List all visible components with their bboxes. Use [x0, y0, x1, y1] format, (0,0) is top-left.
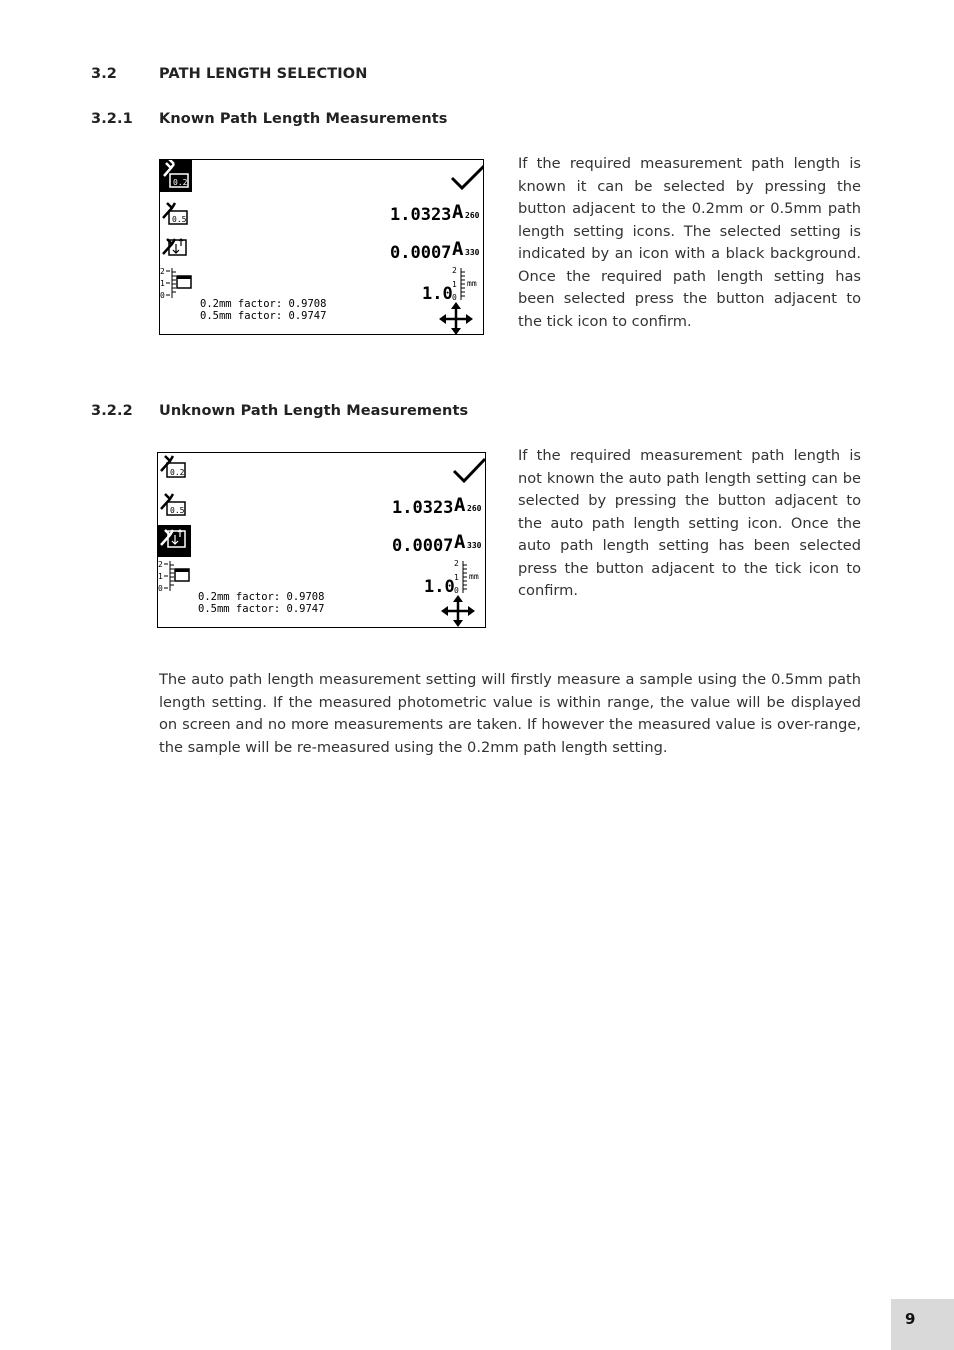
auto-path-icon	[163, 239, 186, 255]
reading-a330: 0.0007	[392, 536, 454, 556]
svg-text:0.2: 0.2	[170, 468, 185, 477]
svg-text:A: A	[454, 531, 466, 553]
svg-text:1: 1	[452, 280, 457, 289]
factor-0.2mm: 0.2mm factor: 0.9708	[200, 298, 327, 310]
page-number: 9	[891, 1299, 954, 1350]
auto-path-explanation: The auto path length measurement setting will firstly measure a sample using the 0.5mm path length setting. If the measured photometric value is within range, the value will be displayed on screen and no more measurements are taken. If however the measured value is over-range, the sample will be re-measured using the 0.2mm path length setting.	[159, 671, 861, 756]
svg-text:A: A	[452, 238, 464, 260]
svg-text:2: 2	[158, 560, 163, 569]
auto-path-icon-selected	[158, 525, 191, 557]
svg-text:2: 2	[452, 266, 457, 275]
factor-0.5mm: 0.5mm factor: 0.9747	[198, 603, 325, 615]
move-arrows-icon	[439, 302, 473, 334]
section-number: 3.2	[91, 66, 117, 82]
svg-text:330: 330	[467, 541, 482, 550]
svg-text:1: 1	[158, 572, 163, 581]
factor-0.5mm: 0.5mm factor: 0.9747	[200, 310, 327, 322]
scale-calendar-icon	[160, 267, 191, 300]
subsection-1-title: Known Path Length Measurements	[159, 111, 448, 127]
svg-text:A: A	[454, 494, 466, 516]
reading-a330: 0.0007	[390, 243, 452, 263]
svg-text:0.5: 0.5	[170, 506, 185, 515]
unknown-path-description: If the required measurement path length is not known the auto path length setting can be selected by pressing the button adjacent to the auto path length setting icon. Once the auto path length setting has been selected press the button adjacent to the tick icon to confirm.	[518, 447, 861, 599]
tick-icon	[454, 459, 485, 481]
reading-pathlength: 1.0	[424, 577, 455, 597]
svg-text:mm: mm	[467, 279, 477, 288]
svg-text:1: 1	[160, 279, 165, 288]
tick-icon	[452, 166, 483, 188]
svg-text:1: 1	[454, 573, 459, 582]
factor-0.2mm: 0.2mm factor: 0.9708	[198, 591, 325, 603]
svg-text:2: 2	[454, 559, 459, 568]
svg-text:0: 0	[452, 293, 457, 302]
svg-text:mm: mm	[469, 572, 479, 581]
icon1-label: 0.2	[173, 178, 188, 187]
svg-text:260: 260	[467, 504, 482, 513]
svg-text:0: 0	[158, 584, 163, 593]
path-0.2mm-icon	[161, 456, 185, 477]
path-0.5mm-icon	[161, 494, 185, 515]
svg-text:A: A	[452, 201, 464, 223]
svg-text:2: 2	[160, 267, 165, 276]
subsection-2-title: Unknown Path Length Measurements	[159, 403, 469, 419]
known-path-description: If the required measurement path length is known it can be selected by pressing the button adjacent to the 0.2mm or 0.5mm path length setting icons. The selected setting is indicated by an icon with a black background. Once the required path length setting has been selected press the button adjacent to the tick icon to confirm.	[518, 155, 861, 330]
mm-scale-icon	[454, 559, 479, 595]
svg-text:330: 330	[465, 248, 480, 257]
svg-text:0: 0	[160, 291, 165, 300]
section-title: PATH LENGTH SELECTION	[159, 66, 368, 82]
reading-pathlength: 1.0	[422, 284, 453, 304]
instrument-screen-known	[159, 159, 484, 335]
mm-scale-icon	[452, 266, 477, 302]
move-arrows-icon	[441, 595, 475, 627]
path-0.5mm-icon	[163, 203, 187, 224]
instrument-screen-unknown	[157, 452, 486, 628]
reading-a260: 1.0323	[392, 498, 454, 518]
svg-text:260: 260	[465, 211, 480, 220]
path-0.2mm-icon	[160, 160, 192, 192]
reading-a260: 1.0323	[390, 205, 452, 225]
icon2-label: 0.5	[172, 215, 187, 224]
scale-calendar-icon	[158, 560, 189, 593]
subsection-2-number: 3.2.2	[91, 403, 133, 419]
subsection-1-number: 3.2.1	[91, 111, 133, 127]
svg-text:0: 0	[454, 586, 459, 595]
